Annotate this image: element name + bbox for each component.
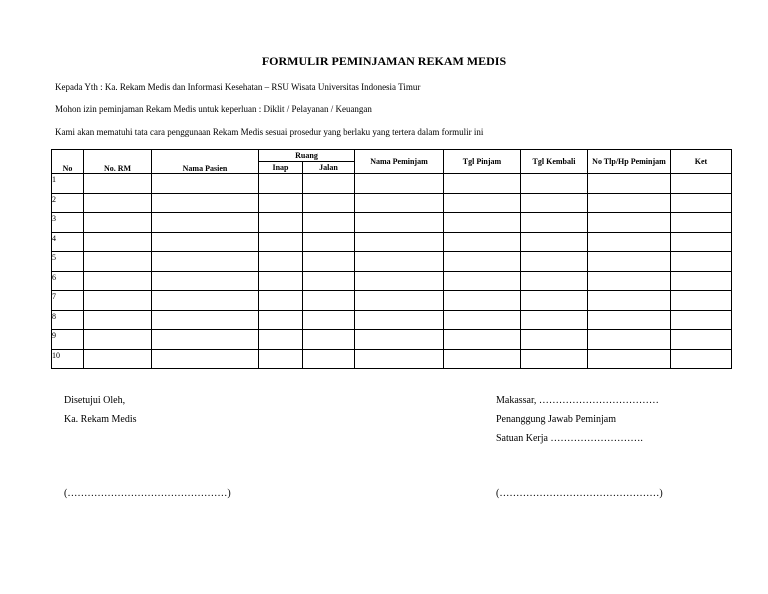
cell-nama-pasien[interactable]: [152, 291, 259, 311]
row-number: 1: [52, 174, 84, 194]
cell-no-rm[interactable]: [84, 330, 152, 350]
row-number: 8: [52, 310, 84, 330]
cell-inap[interactable]: [259, 252, 303, 272]
cell-nama-pasien[interactable]: [152, 349, 259, 369]
cell-inap[interactable]: [259, 232, 303, 252]
row-number: 3: [52, 213, 84, 233]
right-signature-blank: (…………………………………………): [496, 488, 663, 499]
cell-no-tlp[interactable]: [588, 271, 671, 291]
cell-no-tlp[interactable]: [588, 213, 671, 233]
cell-no-rm[interactable]: [84, 213, 152, 233]
cell-jalan[interactable]: [303, 330, 355, 350]
cell-nama-peminjam[interactable]: [355, 310, 444, 330]
cell-no-rm[interactable]: [84, 193, 152, 213]
cell-ket[interactable]: [671, 271, 732, 291]
cell-jalan[interactable]: [303, 291, 355, 311]
cell-no-tlp[interactable]: [588, 252, 671, 272]
row-number: 10: [52, 349, 84, 369]
table-row: [52, 213, 732, 233]
cell-no-rm[interactable]: [84, 310, 152, 330]
agreement-line: Kami akan mematuhi tata cara penggunaan Rekam Medis sesuai prosedur yang berlaku yang tertera dalam formulir ini: [55, 127, 484, 137]
cell-ket[interactable]: [671, 174, 732, 194]
cell-tgl-pinjam[interactable]: [444, 174, 521, 194]
cell-tgl-kembali[interactable]: [521, 232, 588, 252]
cell-nama-pasien[interactable]: [152, 310, 259, 330]
cell-inap[interactable]: [259, 310, 303, 330]
cell-nama-pasien[interactable]: [152, 252, 259, 272]
header-inap: Inap: [259, 162, 303, 174]
header-nama-peminjam: Nama Peminjam: [355, 150, 444, 174]
approved-by-label: Disetujui Oleh,: [64, 395, 126, 406]
header-no: No: [52, 150, 84, 174]
cell-tgl-kembali[interactable]: [521, 349, 588, 369]
header-no-tlp: No Tlp/Hp Peminjam: [588, 150, 671, 174]
cell-jalan[interactable]: [303, 232, 355, 252]
head-records-label: Ka. Rekam Medis: [64, 414, 137, 425]
cell-ket[interactable]: [671, 213, 732, 233]
cell-nama-peminjam[interactable]: [355, 232, 444, 252]
cell-no-rm[interactable]: [84, 291, 152, 311]
work-unit-label: Satuan Kerja ……………………….: [496, 433, 643, 444]
header-tgl-kembali: Tgl Kembali: [521, 150, 588, 174]
cell-jalan[interactable]: [303, 310, 355, 330]
table-row: [52, 232, 732, 252]
recipient-line: Kepada Yth : Ka. Rekam Medis dan Informasi Kesehatan – RSU Wisata Universitas Indonesia Timur: [55, 82, 421, 92]
cell-no-tlp[interactable]: [588, 349, 671, 369]
cell-nama-peminjam[interactable]: [355, 291, 444, 311]
row-number: 7: [52, 291, 84, 311]
table-row: [52, 271, 732, 291]
cell-nama-pasien[interactable]: [152, 213, 259, 233]
cell-nama-peminjam[interactable]: [355, 213, 444, 233]
cell-nama-pasien[interactable]: [152, 232, 259, 252]
cell-ket[interactable]: [671, 330, 732, 350]
cell-jalan[interactable]: [303, 174, 355, 194]
header-no-rm: No. RM: [84, 150, 152, 174]
cell-tgl-pinjam[interactable]: [444, 330, 521, 350]
cell-no-rm[interactable]: [84, 252, 152, 272]
cell-nama-peminjam[interactable]: [355, 330, 444, 350]
cell-tgl-kembali[interactable]: [521, 213, 588, 233]
cell-nama-peminjam[interactable]: [355, 349, 444, 369]
page-title: FORMULIR PEMINJAMAN REKAM MEDIS: [261, 54, 507, 68]
cell-inap[interactable]: [259, 193, 303, 213]
cell-jalan[interactable]: [303, 349, 355, 369]
table-row: [52, 174, 732, 194]
borrower-responsible-label: Penanggung Jawab Peminjam: [496, 414, 616, 425]
cell-tgl-kembali[interactable]: [521, 291, 588, 311]
cell-no-tlp[interactable]: [588, 193, 671, 213]
cell-tgl-kembali[interactable]: [521, 271, 588, 291]
cell-nama-peminjam[interactable]: [355, 174, 444, 194]
cell-no-tlp[interactable]: [588, 291, 671, 311]
cell-no-rm[interactable]: [84, 271, 152, 291]
cell-no-tlp[interactable]: [588, 174, 671, 194]
cell-ket[interactable]: [671, 252, 732, 272]
loan-table: [51, 149, 732, 369]
cell-no-tlp[interactable]: [588, 232, 671, 252]
cell-inap[interactable]: [259, 330, 303, 350]
cell-ket[interactable]: [671, 193, 732, 213]
cell-tgl-kembali[interactable]: [521, 330, 588, 350]
cell-jalan[interactable]: [303, 271, 355, 291]
cell-no-rm[interactable]: [84, 174, 152, 194]
cell-jalan[interactable]: [303, 213, 355, 233]
cell-nama-pasien[interactable]: [152, 271, 259, 291]
cell-no-tlp[interactable]: [588, 330, 671, 350]
cell-ket[interactable]: [671, 232, 732, 252]
cell-tgl-pinjam[interactable]: [444, 213, 521, 233]
cell-nama-peminjam[interactable]: [355, 193, 444, 213]
table-row: [52, 310, 732, 330]
cell-tgl-pinjam[interactable]: [444, 310, 521, 330]
cell-tgl-pinjam[interactable]: [444, 252, 521, 272]
cell-inap[interactable]: [259, 271, 303, 291]
cell-tgl-pinjam[interactable]: [444, 271, 521, 291]
table-row: [52, 252, 732, 272]
table-row: [52, 193, 732, 213]
header-ket: Ket: [671, 150, 732, 174]
cell-tgl-pinjam[interactable]: [444, 291, 521, 311]
place-date-label: Makassar, ………………………………: [496, 395, 659, 406]
cell-jalan[interactable]: [303, 252, 355, 272]
cell-no-rm[interactable]: [84, 349, 152, 369]
cell-tgl-pinjam[interactable]: [444, 232, 521, 252]
cell-nama-pasien[interactable]: [152, 174, 259, 194]
header-ruang: Ruang: [259, 150, 355, 162]
table-row: [52, 330, 732, 350]
cell-tgl-kembali[interactable]: [521, 193, 588, 213]
cell-ket[interactable]: [671, 291, 732, 311]
cell-tgl-pinjam[interactable]: [444, 349, 521, 369]
table-row: [52, 291, 732, 311]
cell-ket[interactable]: [671, 310, 732, 330]
cell-inap[interactable]: [259, 349, 303, 369]
cell-tgl-kembali[interactable]: [521, 310, 588, 330]
table-body: [52, 174, 732, 369]
cell-no-rm[interactable]: [84, 232, 152, 252]
cell-ket[interactable]: [671, 349, 732, 369]
left-signature-blank: (…………………………………………): [64, 488, 231, 499]
cell-inap[interactable]: [259, 291, 303, 311]
row-number: 2: [52, 193, 84, 213]
cell-no-tlp[interactable]: [588, 310, 671, 330]
cell-nama-peminjam[interactable]: [355, 271, 444, 291]
purpose-line: Mohon izin peminjaman Rekam Medis untuk keperluan : Diklit / Pelayanan / Keuangan: [55, 104, 372, 114]
cell-nama-pasien[interactable]: [152, 193, 259, 213]
cell-nama-peminjam[interactable]: [355, 252, 444, 272]
cell-tgl-kembali[interactable]: [521, 174, 588, 194]
row-number: 4: [52, 232, 84, 252]
row-number: 6: [52, 271, 84, 291]
row-number: 5: [52, 252, 84, 272]
header-nama-pasien: Nama Pasien: [152, 150, 259, 174]
header-tgl-pinjam: Tgl Pinjam: [444, 150, 521, 174]
cell-nama-pasien[interactable]: [152, 330, 259, 350]
header-jalan: Jalan: [303, 162, 355, 174]
cell-tgl-pinjam[interactable]: [444, 193, 521, 213]
table-row: [52, 349, 732, 369]
row-number: 9: [52, 330, 84, 350]
cell-inap[interactable]: [259, 174, 303, 194]
cell-tgl-kembali[interactable]: [521, 252, 588, 272]
cell-jalan[interactable]: [303, 193, 355, 213]
cell-inap[interactable]: [259, 213, 303, 233]
